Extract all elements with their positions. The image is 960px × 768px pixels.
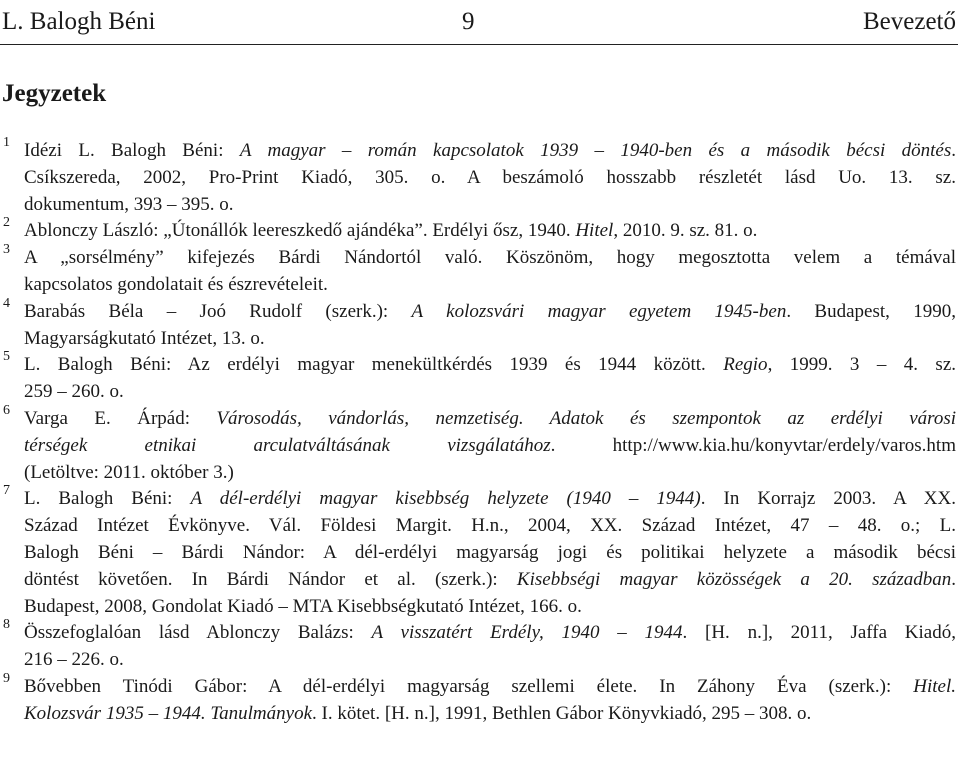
footnote-item bbox=[0, 242, 960, 299]
footnote-number: 2 bbox=[3, 215, 10, 231]
footnote-number: 7 bbox=[3, 483, 10, 499]
text-segment: . [H. n.], 2011, Jaffa Kiadó, bbox=[682, 622, 956, 644]
footnote-line bbox=[24, 513, 956, 540]
footnote-item bbox=[0, 670, 960, 728]
italic-text: Városodás, vándorlás, nemzetiség. Adatok és szempontok az erdélyi városi bbox=[216, 407, 956, 429]
text-segment: L. Balogh Béni: Az erdélyi magyar menekültkérdés 1939 és 1944 között. bbox=[24, 354, 724, 376]
text-segment: . http://www.kia.hu/konyvtar/erdely/varos.htm bbox=[550, 434, 956, 456]
footnote-line bbox=[24, 326, 960, 353]
footnote-number: 6 bbox=[3, 402, 10, 418]
footnote-number: 8 bbox=[3, 617, 10, 633]
footnote-item bbox=[0, 135, 960, 218]
italic-text: A kolozsvári magyar egyetem 1945-ben bbox=[411, 300, 787, 322]
footnote-line bbox=[24, 272, 960, 299]
text-segment: 259 – 260. o. bbox=[24, 381, 124, 403]
text-segment: Összefoglalóan lásd Ablonczy Balázs: bbox=[24, 622, 372, 644]
text-segment: dokumentum, 393 – 395. o. bbox=[24, 193, 234, 215]
footnote-line bbox=[24, 433, 956, 460]
text-segment: Ablonczy László: „Útonállók leereszkedő ajándéka”. Erdélyi ősz, 1940. bbox=[24, 220, 576, 242]
italic-text: Hitel. bbox=[913, 675, 956, 697]
text-segment: Barabás Béla – Joó Rudolf (szerk.): bbox=[24, 300, 412, 322]
text-segment: , 2010. 9. sz. 81. o. bbox=[613, 220, 758, 242]
text-segment: . I. kötet. [H. n.], 1991, Bethlen Gábor Könyvkiadó, 295 – 308. o. bbox=[312, 702, 812, 724]
footnote-line bbox=[24, 192, 960, 219]
footnote-item bbox=[0, 617, 960, 674]
text-segment: Magyarságkutató Intézet, 13. o. bbox=[24, 327, 265, 349]
text-segment: . Budapest, 1990, bbox=[786, 300, 956, 322]
footnote-line bbox=[24, 674, 956, 701]
footnote-number: 4 bbox=[3, 295, 10, 311]
text-segment: Idézi L. Balogh Béni: bbox=[24, 140, 240, 161]
footnote-line bbox=[24, 701, 960, 728]
footnote-line bbox=[24, 218, 960, 245]
footnote-item bbox=[0, 215, 960, 245]
text-segment: . bbox=[951, 140, 956, 161]
footnote-item bbox=[0, 483, 960, 620]
italic-text: Kolozsvár 1935 – 1944. Tanulmányok bbox=[24, 702, 313, 724]
footnote-line bbox=[24, 299, 956, 326]
footnote-line bbox=[24, 620, 956, 647]
page-number: 9 bbox=[462, 8, 475, 35]
italic-text: Hitel bbox=[575, 220, 614, 242]
text-segment: Budapest, 2008, Gondolat Kiadó – MTA Kisebbségkutató Intézet, 166. o. bbox=[24, 595, 582, 617]
footnote-line bbox=[24, 460, 960, 487]
footnote-line bbox=[24, 138, 956, 165]
header-author: L. Balogh Béni bbox=[2, 8, 156, 35]
text-segment: Balogh Béni – Bárdi Nándor: A dél-erdélyi magyarság jogi és politikai helyzete a második bécsi bbox=[24, 541, 956, 563]
footnote-number: 9 bbox=[3, 670, 10, 686]
italic-text: A visszatért Erdély, 1940 – 1944 bbox=[371, 622, 683, 644]
italic-text: A magyar – román kapcsolatok 1939 – 1940-ben és a második bécsi döntés bbox=[239, 140, 952, 161]
text-segment: . In Korrajz 2003. A XX. bbox=[700, 488, 956, 510]
text-segment: 216 – 226. o. bbox=[24, 649, 124, 671]
italic-text: Regio bbox=[723, 354, 768, 376]
footnote-line bbox=[24, 245, 956, 272]
text-segment: kapcsolatos gondolatait és észrevételeit. bbox=[24, 273, 328, 295]
text-segment: Bővebben Tinódi Gábor: A dél-erdélyi magyarság szellemi élete. In Záhony Éva (szerk.): bbox=[24, 675, 914, 697]
text-segment: Varga E. Árpád: bbox=[24, 407, 217, 429]
footnote-line bbox=[24, 647, 960, 674]
text-segment: , 1999. 3 – 4. sz. bbox=[767, 354, 956, 376]
footnote-line bbox=[24, 540, 956, 567]
section-title: Jegyzetek bbox=[2, 80, 107, 107]
footnote-number: 5 bbox=[3, 349, 10, 365]
italic-text: A dél-erdélyi magyar kisebbség helyzete (1940 – 1944) bbox=[190, 488, 701, 510]
footnote-item bbox=[0, 349, 960, 406]
text-segment: (Letöltve: 2011. október 3.) bbox=[24, 461, 234, 483]
page-header bbox=[0, 0, 958, 45]
footnote-line bbox=[24, 567, 956, 594]
text-segment: Század Intézet Évkönyve. Vál. Földesi Margit. H.n., 2004, XX. Század Intézet, 47 – 48. o.; L. bbox=[24, 515, 956, 537]
footnote-line bbox=[24, 594, 960, 621]
text-segment: L. Balogh Béni: bbox=[24, 488, 191, 510]
footnote-line bbox=[24, 352, 956, 379]
italic-text: Kisebbségi magyar közösségek a 20. században bbox=[516, 568, 952, 590]
footnote-line bbox=[24, 406, 956, 433]
text-segment: . bbox=[951, 568, 956, 590]
footnotes-list bbox=[0, 135, 960, 728]
footnote-item bbox=[0, 402, 960, 486]
footnote-line bbox=[24, 165, 956, 192]
footnote-number: 1 bbox=[3, 135, 10, 150]
italic-text: térségek etnikai arculatváltásának vizsgálatához bbox=[24, 434, 551, 456]
footnote-line bbox=[24, 379, 960, 406]
footnote-line bbox=[24, 486, 956, 513]
footnote-item bbox=[0, 295, 960, 353]
text-segment: A „sorsélmény” kifejezés Bárdi Nándortól való. Köszönöm, hogy megosztotta velem a témával bbox=[24, 247, 956, 269]
text-segment: Csíkszereda, 2002, Pro-Print Kiadó, 305. o. A beszámoló hosszabb részletét lásd Uo. 13. sz. bbox=[24, 166, 956, 188]
text-segment: döntést követően. In Bárdi Nándor et al. (szerk.): bbox=[24, 568, 517, 590]
footnote-number: 3 bbox=[3, 242, 10, 258]
header-chapter: Bevezető bbox=[862, 8, 956, 35]
